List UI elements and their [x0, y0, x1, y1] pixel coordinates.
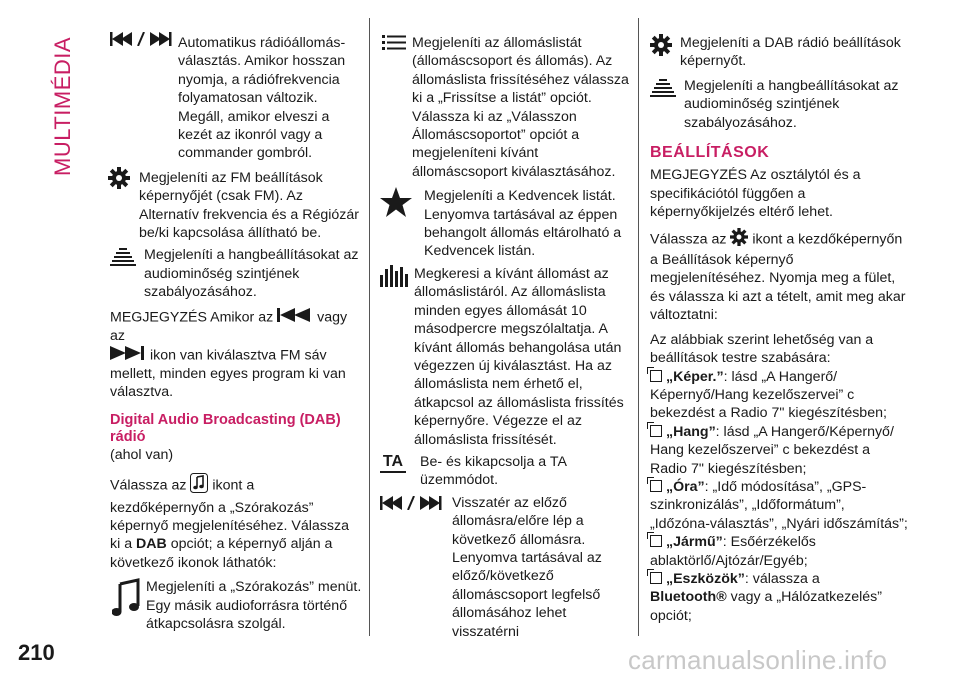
tab-icon	[650, 535, 662, 547]
ta-item	[380, 453, 632, 490]
settings-item-label: „Óra”	[666, 478, 705, 495]
favourites-item	[380, 187, 632, 261]
auto-tune-text: Automatikus rádióállomás-választás. Amikor hosszan nyomja, a rádiófrekvencia folyamatosan változik. Megáll, amikor elveszi a kezét az ikonról vagy a commander gombról.	[178, 35, 346, 162]
bluetooth-rest: vagy a „Hálózatkezelés” opciót;	[650, 589, 882, 624]
seek-up-icon	[110, 346, 146, 365]
tab-icon	[650, 425, 662, 437]
settings-item-label: „Képer.”	[666, 368, 724, 385]
signal-bars-icon	[380, 265, 408, 287]
section-side-label	[50, 26, 74, 176]
prev-next-text: Visszatér az előző állomásra/előre lép a következő állomásra. Lenyomva tartásával az előző/következő állomáscsoport legfelső állomásához lehet visszatérni	[452, 494, 602, 640]
settings-item-text: : Esőérzékelős ablaktörlő/Ajtózár/Egyéb;	[650, 534, 816, 569]
station-list-item	[380, 34, 632, 181]
fm-note-mid: vagy az	[110, 309, 348, 345]
dab-p-d: opciót; a képernyő alján a következő ikonok láthatók:	[110, 536, 333, 571]
settings-heading: BEÁLLÍTÁSOK	[650, 144, 770, 162]
dab-heading: Digital Audio Broadcasting (DAB) rádió	[110, 411, 341, 445]
scan-text: Megkeresi a kívánt állomást az állomáslistáról. Az állomáslista minden egyes állomását 10 másodpercre megszólaltatja. A kívánt állomás behangolása után végezzen új kiválasztást. Ha az állomáslista nem érhető el, átkapcsol az állomáslista frissítés képernyőre. Végezze el az állomáslista frissítését.	[414, 265, 624, 448]
settings-note: MEGJEGYZÉS Az osztálytól és a specifikációtól függően a képernyőkijelzés eltérő lehet.	[650, 167, 861, 221]
column-2	[380, 34, 632, 641]
auto-tune-item	[110, 34, 362, 163]
entertainment-item	[110, 578, 362, 633]
equalizer-icon	[650, 77, 676, 99]
tab-icon	[650, 480, 662, 492]
gear-icon	[108, 167, 130, 189]
settings-item-label: „Jármű”	[666, 534, 723, 551]
settings-p-b: ikont a kezdőképernyőn a Beállítások képernyő megjelenítéséhez. Nyomja meg a fület, és válassza ki azt a tételt, amit meg akar változtatni:	[650, 231, 906, 324]
settings-item-label: „Hang”	[666, 423, 716, 440]
column-divider-1	[369, 18, 370, 636]
settings-list-item	[650, 570, 908, 625]
music-icon	[112, 578, 140, 618]
audio-settings-item	[110, 246, 362, 301]
gear-icon	[650, 34, 672, 56]
entertainment-text: Megjeleníti a „Szórakozás” menüt. Egy másik audioforrásra történő átkapcsolásra szolgál.	[146, 579, 362, 632]
tab-icon	[650, 370, 662, 382]
equalizer-icon	[110, 246, 136, 268]
settings-item-list	[650, 368, 908, 626]
prev-next-icon	[380, 496, 442, 510]
station-list-text: Megjeleníti az állomáslistát (állomáscsoport és állomás). Az állomáslista frissítéséhez válassza ki a „Frissítse a listát” opciót. Válassza ki az „Válasszon Állomáscsoportot” opciót a megjeleníteni kívánt állomáscsoport kiválasztásához.	[412, 35, 629, 180]
settings-item-text: : „Idő módosítása”, „GPS-szinkronizálás”, „Időformátum”, „Időzóna-választás”, „Nyári időszámítás”;	[650, 478, 908, 532]
settings-p-a: Válassza az	[650, 231, 727, 248]
settings-item-text: : lásd „A Hangerő/Képernyő/ Hang kezelőszervei” c bekezdést a Radio 7" kiegészítésben;	[650, 423, 894, 477]
settings-paragraph	[650, 228, 908, 325]
settings-list-item	[650, 533, 908, 570]
settings-list-item	[650, 478, 908, 533]
fm-note-rest: ikon van kiválasztva FM sáv mellett, minden egyes program ki van választva.	[110, 346, 346, 401]
settings-item-text: : válassza a	[744, 570, 820, 587]
side-label-text: MULTIMÉDIA	[50, 36, 75, 176]
dab-subheading: (ahol van)	[110, 446, 174, 463]
prev-next-item	[380, 494, 632, 641]
audio-settings-text: Megjeleníti a hangbeállításokat az audiominőség szintjének szabályozásához.	[684, 77, 899, 131]
fm-settings-item	[110, 169, 362, 243]
dab-paragraph	[110, 473, 362, 572]
dab-settings-item	[650, 34, 908, 71]
ta-icon	[380, 453, 406, 473]
tab-icon	[650, 572, 662, 584]
audio-settings-item	[650, 77, 908, 132]
dab-p-c: DAB	[136, 536, 167, 553]
fm-settings-text: Megjeleníti az FM beállítások képernyőjét (csak FM). Az Alternatív frekvencia és a Régiózár be/ki kapcsolása állítható be.	[139, 169, 360, 242]
favourites-text: Megjeleníti a Kedvencek listát. Lenyomva tartásával az éppen behangolt állomás eltárolható a Kedvencek listán.	[424, 188, 622, 260]
column-3	[650, 34, 908, 625]
ta-icon-label: TA	[382, 452, 404, 470]
seek-down-icon	[277, 308, 313, 327]
fm-note-prefix: MEGJEGYZÉS Amikor az	[110, 309, 274, 326]
dab-p-a: Válassza az	[110, 477, 187, 494]
prev-next-icon	[110, 32, 172, 46]
scan-item	[380, 265, 632, 449]
column-1	[110, 34, 362, 633]
audio-settings-text: Megjeleníti a hangbeállításokat az audiominőség szintjének szabályozásához.	[144, 247, 359, 301]
ta-text: Be- és kikapcsolja a TA üzemmódot.	[420, 453, 567, 489]
dab-p-b: ikont a kezdőképernyőn a „Szórakozás” képernyő megjelenítéséhez. Válassza ki a	[110, 477, 349, 553]
column-divider-2	[638, 18, 639, 636]
settings-list-item	[650, 423, 908, 478]
music-note-icon	[190, 473, 208, 498]
settings-gear-icon	[730, 228, 748, 251]
star-icon	[380, 187, 412, 217]
settings-item-text: : lásd „A Hangerő/ Képernyő/Hang kezelőszervei” c bekezdést a Radio 7" kiegészítésben;	[650, 368, 887, 422]
footer-watermark: carmanualsonline.info	[628, 645, 888, 675]
settings-list-item	[650, 368, 908, 423]
bluetooth-label: Bluetooth®	[650, 589, 727, 606]
settings-item-label: „Eszközök”	[666, 570, 745, 587]
dab-settings-text: Megjeleníti a DAB rádió beállítások képernyőt.	[680, 35, 901, 70]
page-number: 210	[18, 640, 55, 665]
list-icon	[382, 34, 406, 54]
fm-note	[110, 308, 362, 402]
settings-customize: Az alábbiak szerint lehetőség van a beállítások testre szabására:	[650, 331, 874, 367]
